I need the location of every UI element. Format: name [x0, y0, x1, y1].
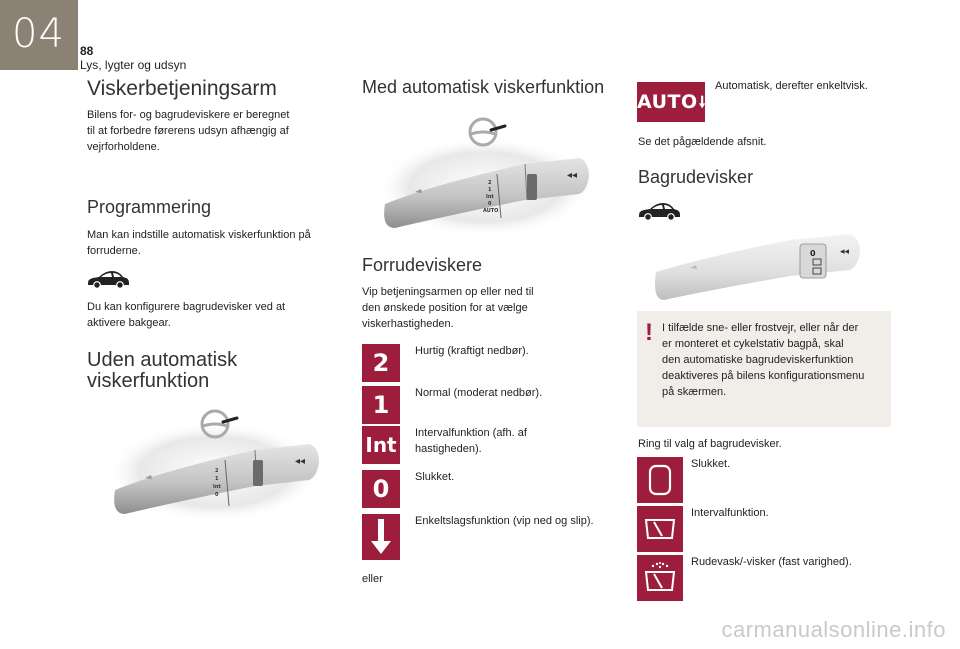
rear-washer-icon	[637, 555, 683, 601]
section-title: Lys, lygter og udsyn	[80, 58, 187, 72]
rear-off-text: Slukket.	[691, 458, 731, 470]
auto-icon: AUTO	[637, 82, 705, 122]
intro-paragraph: Bilens for- og bagrudeviskere er beregnet til at forbedre førerens udsyn afhængig af vejrforholdene.	[87, 109, 290, 153]
lever-label-int: Int	[486, 194, 494, 200]
svg-text:Int: Int	[213, 484, 221, 490]
speed-0-icon: 0	[362, 470, 400, 508]
auto-text: Automatisk, derefter enkeltvisk.	[715, 80, 868, 92]
svg-text:◂◂: ◂◂	[567, 170, 578, 181]
svg-text:2: 2	[215, 468, 219, 474]
rear-wiper-heading: Bagrudevisker	[638, 167, 754, 187]
speed-0-text: Slukket.	[415, 471, 455, 483]
speed-int-text: Intervalfunktion (afh. af hastigheden).	[415, 427, 527, 455]
speed-2-icon: 2	[362, 344, 400, 382]
watermark: carmanualsonline.info	[721, 617, 946, 642]
front-wiper-heading: Forrudeviskere	[362, 255, 483, 275]
speed-2-text: Hurtig (kraftigt nedbør).	[415, 345, 529, 357]
down-arrow-icon	[362, 514, 400, 560]
or-text: eller	[362, 573, 383, 585]
programming-heading: Programmering	[87, 197, 212, 217]
single-wipe-text: Enkeltslagsfunktion (vip ned og slip).	[415, 515, 594, 527]
svg-text:1: 1	[215, 476, 219, 482]
lever-label-2: 2	[488, 180, 492, 186]
rear-washer-text: Rudevask/-visker (fast varighed).	[691, 556, 852, 568]
warning-box	[637, 311, 891, 427]
car-icon	[637, 200, 681, 222]
rear-wiper-lever-illustration	[650, 226, 866, 308]
speed-int-icon: Int	[362, 426, 400, 464]
auto-wiper-lever-illustration	[375, 112, 597, 237]
ring-text: Ring til valg af bagrudevisker.	[638, 438, 782, 450]
rear-interval-text: Intervalfunktion.	[691, 507, 769, 519]
svg-text:◂◂: ◂◂	[295, 456, 306, 467]
rear-config-paragraph: Du kan konfigurere bagrudevisker ved at aktivere bakgear.	[87, 301, 286, 329]
svg-text:0: 0	[215, 492, 219, 498]
see-section-text: Se det pågældende afsnit.	[638, 136, 767, 148]
auto-heading: Med automatisk viskerfunktion	[362, 77, 605, 97]
wiper-lever-illustration	[105, 402, 327, 522]
page-number: 88	[80, 44, 94, 58]
rear-wiper-interval-icon	[637, 506, 683, 552]
page-title: Viskerbetjeningsarm	[87, 77, 277, 100]
lever-label-auto: AUTO	[483, 208, 499, 214]
warning-icon: !	[645, 319, 653, 346]
rear-lever-label-0: 0	[810, 249, 816, 258]
svg-text:◂◂: ◂◂	[840, 247, 850, 257]
warning-text: I tilfælde sne- eller frostvejr, eller når der er monteret et cykelstativ bagpå, skal den automatiske bagrudeviskerfunktion deaktiveres på bilens konfigurationsmenu på skærmen.	[662, 322, 865, 398]
programming-paragraph: Man kan indstille automatisk viskerfunktion på forruderne.	[87, 229, 311, 257]
no-auto-heading: Uden automatisk viskerfunktion	[87, 349, 238, 392]
chapter-number: 04	[12, 11, 65, 57]
speed-1-icon: 1	[362, 386, 400, 424]
rear-wiper-off-icon	[637, 457, 683, 503]
speed-1-text: Normal (moderat nedbør).	[415, 387, 543, 399]
front-wiper-paragraph: Vip betjeningsarmen op eller ned til den ønskede position for at vælge viskerhastigheden.	[362, 286, 534, 330]
chapter-tab	[0, 0, 78, 70]
lever-label-1: 1	[488, 187, 492, 193]
car-icon	[86, 268, 130, 290]
lever-label-0: 0	[488, 201, 492, 207]
